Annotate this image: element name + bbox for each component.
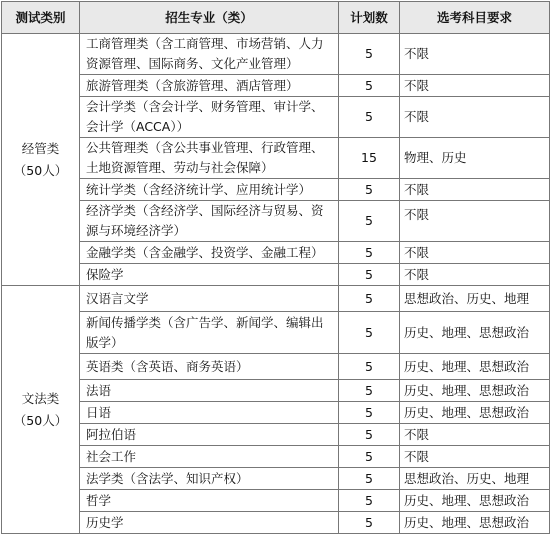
table-row bbox=[2, 242, 550, 264]
requirement-cell: 不限 bbox=[400, 424, 550, 446]
major-cell: 阿拉伯语 bbox=[80, 424, 339, 446]
header-category: 测试类别 bbox=[2, 2, 80, 34]
major-cell: 日语 bbox=[80, 402, 339, 424]
requirement-cell: 不限 bbox=[400, 242, 550, 264]
requirement-cell: 物理、历史 bbox=[400, 138, 550, 179]
count-cell: 5 bbox=[339, 424, 400, 446]
requirement-cell: 历史、地理、思想政治 bbox=[400, 402, 550, 424]
major-cell: 统计学类（含经济统计学、应用统计学） bbox=[80, 179, 339, 201]
requirement-cell: 不限 bbox=[400, 264, 550, 286]
table-row bbox=[2, 75, 550, 97]
table-row bbox=[2, 201, 550, 242]
requirement-cell: 历史、地理、思想政治 bbox=[400, 512, 550, 534]
requirement-cell: 历史、地理、思想政治 bbox=[400, 490, 550, 512]
table-row bbox=[2, 312, 550, 354]
major-cell: 历史学 bbox=[80, 512, 339, 534]
count-cell: 5 bbox=[339, 179, 400, 201]
major-cell: 经济学类（含经济学、国际经济与贸易、资源与环境经济学） bbox=[80, 201, 339, 242]
requirement-cell: 历史、地理、思想政治 bbox=[400, 354, 550, 380]
count-cell: 5 bbox=[339, 380, 400, 402]
category-total: （50人） bbox=[13, 412, 68, 428]
table-row bbox=[2, 34, 550, 75]
header-subject-requirement: 选考科目要求 bbox=[400, 2, 550, 34]
major-cell: 工商管理类（含工商管理、市场营销、人力资源管理、国际商务、文化产业管理） bbox=[80, 34, 339, 75]
count-cell: 5 bbox=[339, 34, 400, 75]
count-cell: 5 bbox=[339, 201, 400, 242]
table-row bbox=[2, 380, 550, 402]
requirement-cell: 不限 bbox=[400, 201, 550, 242]
header-major: 招生专业（类） bbox=[80, 2, 339, 34]
table-row bbox=[2, 446, 550, 468]
table-row bbox=[2, 424, 550, 446]
count-cell: 5 bbox=[339, 512, 400, 534]
count-cell: 5 bbox=[339, 490, 400, 512]
count-cell: 5 bbox=[339, 446, 400, 468]
major-cell: 汉语言文学 bbox=[80, 286, 339, 312]
major-cell: 哲学 bbox=[80, 490, 339, 512]
table-row bbox=[2, 468, 550, 490]
count-cell: 5 bbox=[339, 75, 400, 97]
major-cell: 新闻传播学类（含广告学、新闻学、编辑出版学） bbox=[80, 312, 339, 354]
requirement-cell: 思想政治、历史、地理 bbox=[400, 286, 550, 312]
category-cell-econ bbox=[2, 34, 80, 286]
table-row bbox=[2, 512, 550, 534]
major-cell: 金融学类（含金融学、投资学、金融工程） bbox=[80, 242, 339, 264]
major-cell: 法学类（含法学、知识产权） bbox=[80, 468, 339, 490]
category-cell-law bbox=[2, 286, 80, 534]
admissions-table bbox=[1, 1, 550, 534]
table-row bbox=[2, 490, 550, 512]
requirement-cell: 历史、地理、思想政治 bbox=[400, 380, 550, 402]
header-plan-count: 计划数 bbox=[339, 2, 400, 34]
count-cell: 5 bbox=[339, 468, 400, 490]
requirement-cell: 不限 bbox=[400, 34, 550, 75]
requirement-cell: 不限 bbox=[400, 446, 550, 468]
requirement-cell: 思想政治、历史、地理 bbox=[400, 468, 550, 490]
count-cell: 5 bbox=[339, 286, 400, 312]
requirement-cell: 不限 bbox=[400, 75, 550, 97]
count-cell: 5 bbox=[339, 312, 400, 354]
table-row bbox=[2, 138, 550, 179]
table-row bbox=[2, 264, 550, 286]
count-cell: 5 bbox=[339, 402, 400, 424]
table-row bbox=[2, 402, 550, 424]
table-row bbox=[2, 286, 550, 312]
category-name: 经管类 bbox=[21, 140, 60, 156]
count-cell: 5 bbox=[339, 264, 400, 286]
count-cell: 5 bbox=[339, 97, 400, 138]
major-cell: 公共管理类（含公共事业管理、行政管理、土地资源管理、劳动与社会保障） bbox=[80, 138, 339, 179]
major-cell: 社会工作 bbox=[80, 446, 339, 468]
requirement-cell: 不限 bbox=[400, 97, 550, 138]
table-row bbox=[2, 179, 550, 201]
major-cell: 旅游管理类（含旅游管理、酒店管理） bbox=[80, 75, 339, 97]
category-total: （50人） bbox=[13, 162, 68, 178]
major-cell: 会计学类（含会计学、财务管理、审计学、会计学（ACCA）） bbox=[80, 97, 339, 138]
count-cell: 15 bbox=[339, 138, 400, 179]
requirement-cell: 历史、地理、思想政治 bbox=[400, 312, 550, 354]
header-row bbox=[2, 2, 550, 34]
table-row bbox=[2, 354, 550, 380]
count-cell: 5 bbox=[339, 242, 400, 264]
count-cell: 5 bbox=[339, 354, 400, 380]
major-cell: 英语类（含英语、商务英语） bbox=[80, 354, 339, 380]
category-name: 文法类 bbox=[21, 390, 60, 406]
major-cell: 保险学 bbox=[80, 264, 339, 286]
table-row bbox=[2, 97, 550, 138]
major-cell: 法语 bbox=[80, 380, 339, 402]
requirement-cell: 不限 bbox=[400, 179, 550, 201]
